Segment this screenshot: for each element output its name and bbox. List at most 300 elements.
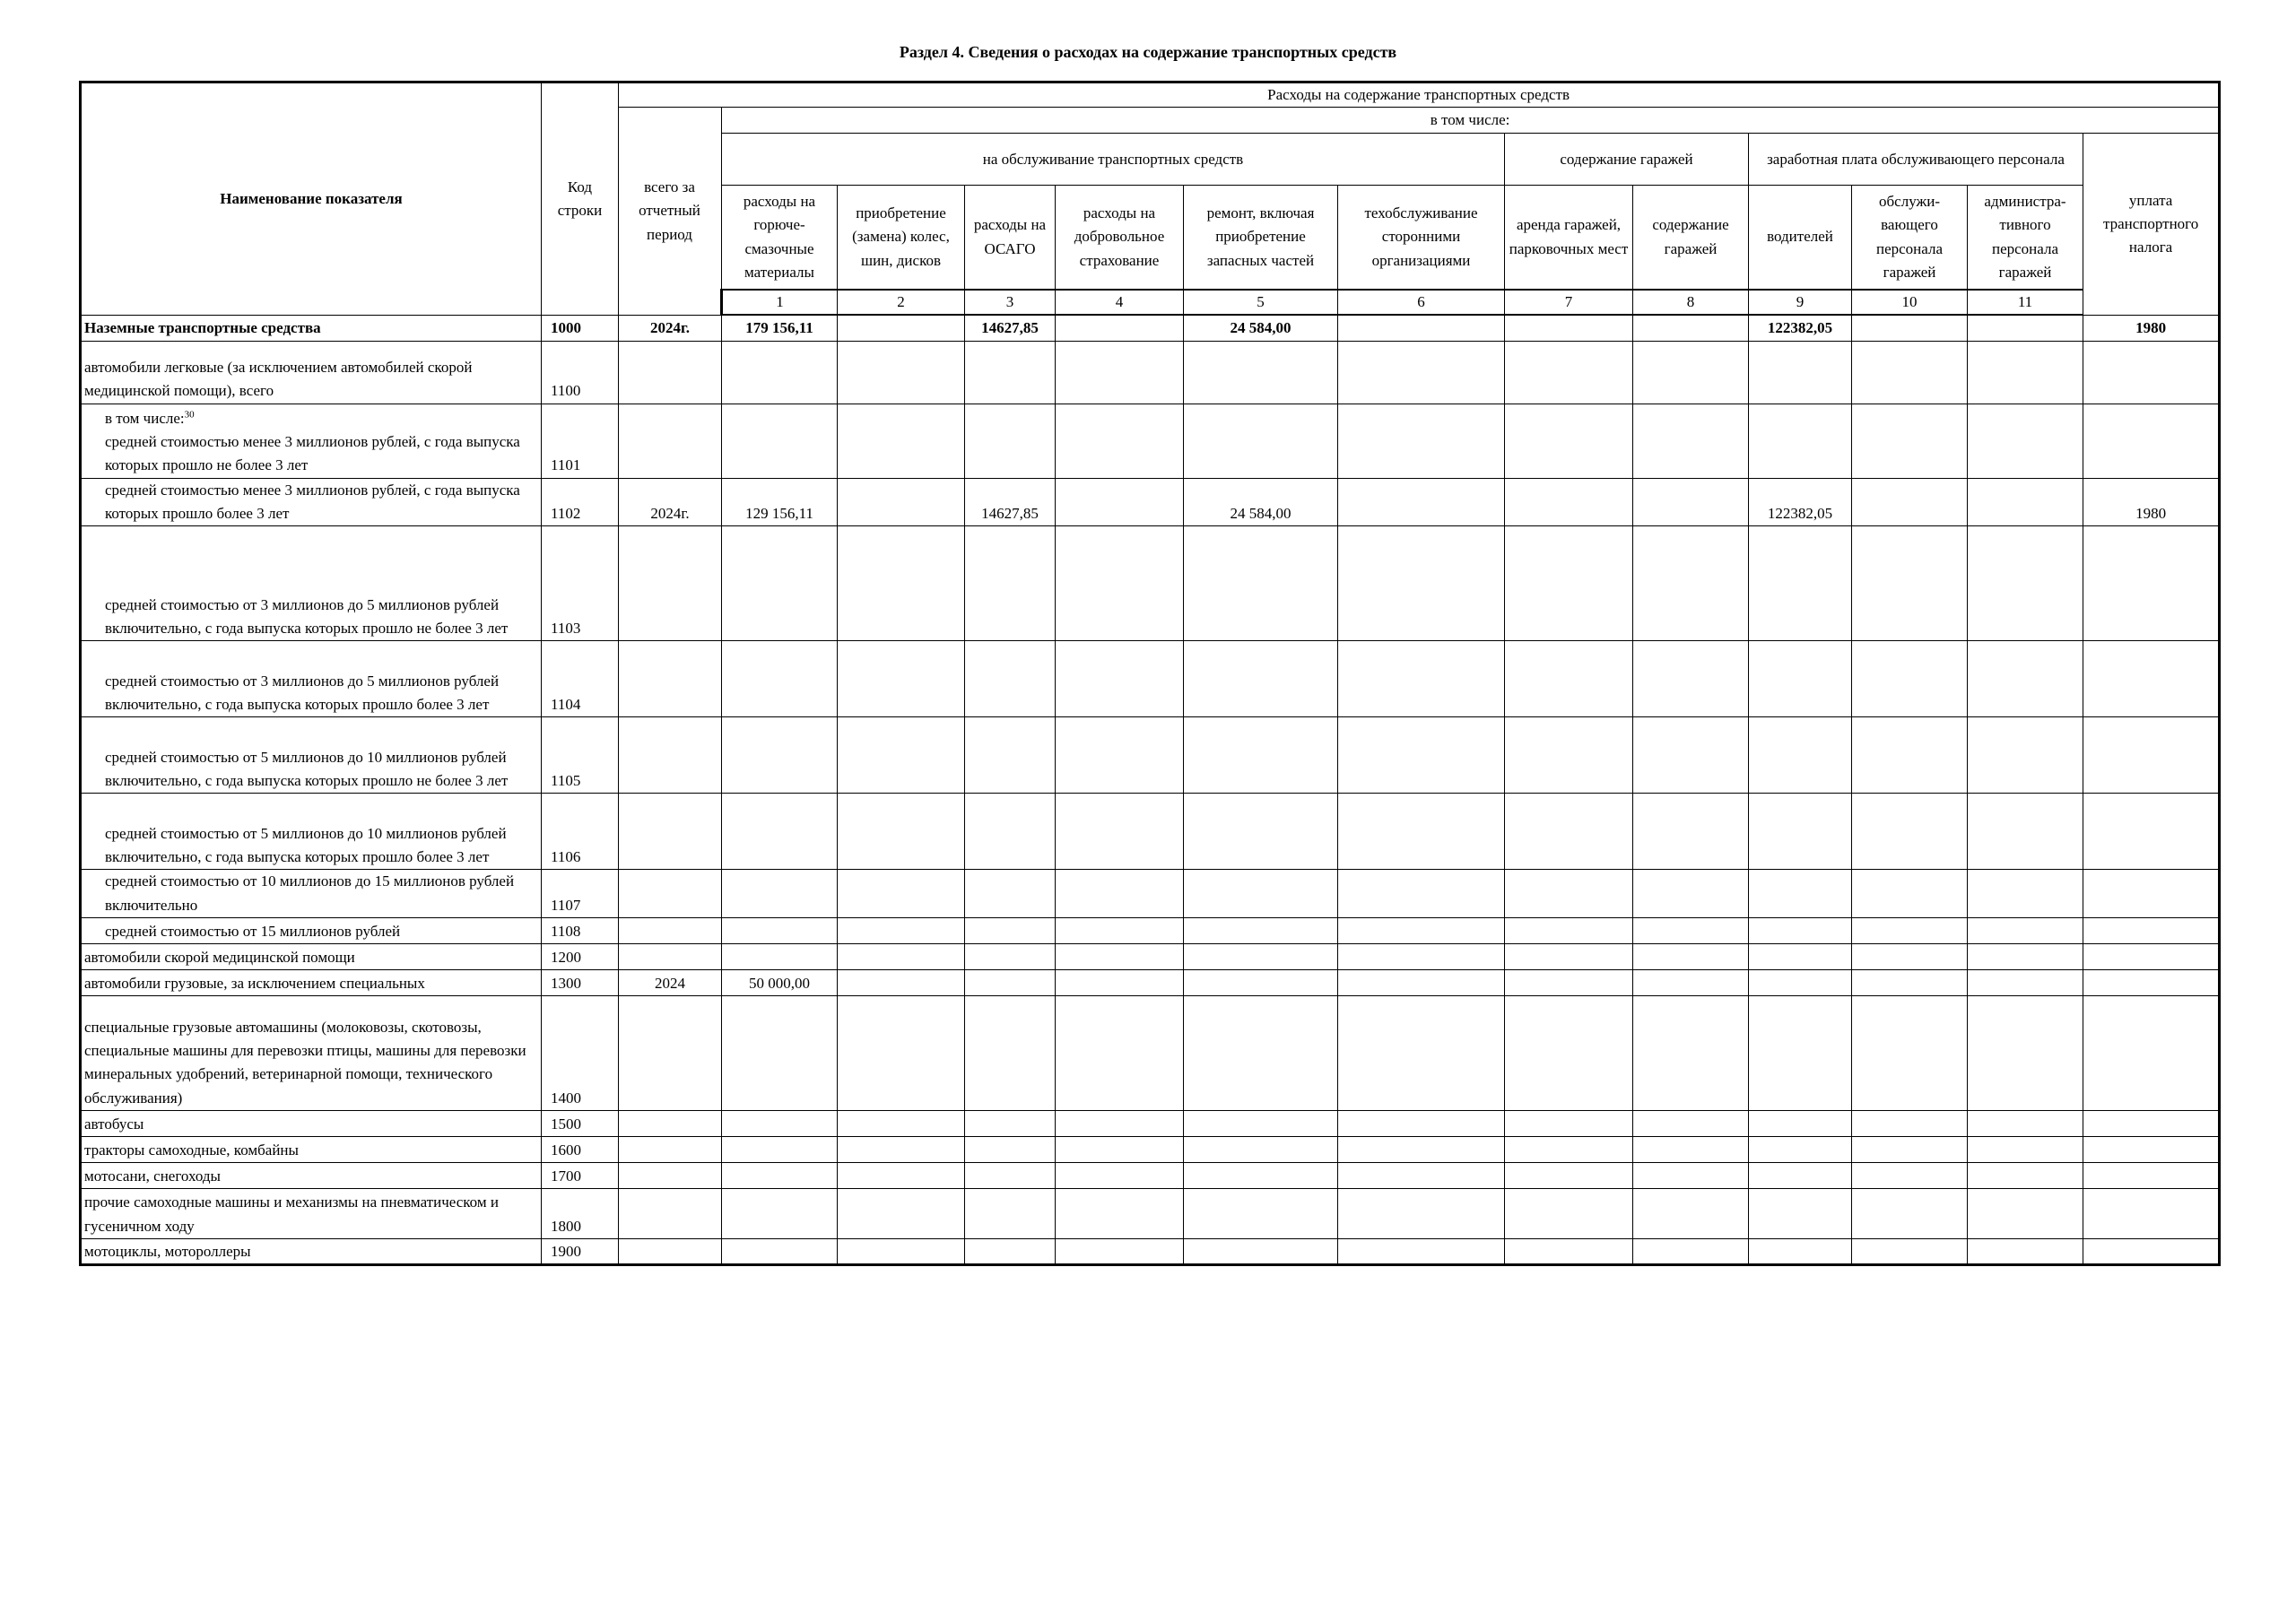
header-col11: содержание гаражей (1633, 186, 1749, 290)
cell-col4 (722, 717, 838, 794)
cell-col12 (1749, 794, 1852, 870)
row-code: 1101 (542, 404, 619, 478)
column-number: 1 (722, 290, 838, 315)
cell-col10 (1505, 1189, 1633, 1239)
cell-col4 (722, 526, 838, 641)
cell-col14 (1968, 404, 2083, 478)
cell-col5 (838, 478, 965, 526)
cell-col13 (1852, 1137, 1968, 1163)
cell-col8 (1184, 717, 1338, 794)
cell-col11 (1633, 970, 1749, 996)
cell-col8 (1184, 944, 1338, 970)
table-row (81, 1189, 2220, 1239)
row-code: 1900 (542, 1239, 619, 1265)
cell-col7 (1056, 1111, 1184, 1137)
cell-col3 (619, 1189, 722, 1239)
table-row (81, 944, 2220, 970)
header-name: Наименование показателя (81, 82, 542, 316)
cell-col13 (1852, 478, 1968, 526)
cell-col13 (1852, 717, 1968, 794)
cell-col7 (1056, 944, 1184, 970)
cell-col8 (1184, 870, 1338, 918)
cell-col3 (619, 1163, 722, 1189)
row-name-text: автомобили скорой медицинской помощи (84, 948, 355, 966)
table-row (81, 1163, 2220, 1189)
cell-col10 (1505, 944, 1633, 970)
row-name-text: средней стоимостью менее 3 миллионов рублей, с года выпуска которых прошло не более 3 лет (105, 433, 520, 474)
cell-col7 (1056, 315, 1184, 341)
cell-col8 (1184, 641, 1338, 717)
header-col6: расходы на ОСАГО (965, 186, 1056, 290)
cell-col5 (838, 1189, 965, 1239)
row-name-text: специальные грузовые автомашины (молоковозы, скотовозы, специальные машины для перевозки птицы, машины для перевозки минеральных удобрений, ветеринарной помощи, технического обслуживания) (84, 1018, 526, 1107)
row-name-text: тракторы самоходные, комбайны (84, 1141, 299, 1159)
header-col12: водителей (1749, 186, 1852, 290)
cell-col13 (1852, 1111, 1968, 1137)
row-code: 1105 (542, 717, 619, 794)
cell-col6 (965, 1239, 1056, 1265)
cell-col13 (1852, 996, 1968, 1111)
cell-col5 (838, 1239, 965, 1265)
row-code: 1104 (542, 641, 619, 717)
cell-col14 (1968, 918, 2083, 944)
cell-col4 (722, 870, 838, 918)
cell-col6: 14627,85 (965, 478, 1056, 526)
cell-col10 (1505, 1111, 1633, 1137)
column-number: 7 (1505, 290, 1633, 315)
cell-col3: 2024г. (619, 315, 722, 341)
cell-col12: 122382,05 (1749, 315, 1852, 341)
cell-col8 (1184, 1239, 1338, 1265)
cell-col7 (1056, 641, 1184, 717)
cell-col9 (1338, 870, 1505, 918)
cell-col4 (722, 944, 838, 970)
row-name-text: средней стоимостью от 10 миллионов до 15 миллионов рублей включительно (105, 872, 515, 914)
cell-col7 (1056, 996, 1184, 1111)
table-row (81, 478, 2220, 526)
cell-col5 (838, 944, 965, 970)
table-row (81, 918, 2220, 944)
cell-col9 (1338, 1239, 1505, 1265)
table-row (81, 870, 2220, 918)
header-expenses-group: Расходы на содержание транспортных средств (619, 82, 2220, 108)
cell-col4 (722, 404, 838, 478)
cell-col3 (619, 717, 722, 794)
row-name-text: мотосани, снегоходы (84, 1167, 221, 1185)
cell-col10 (1505, 970, 1633, 996)
header-col8: ремонт, включая приобретение запасных частей (1184, 186, 1338, 290)
cell-col12 (1749, 918, 1852, 944)
cell-col7 (1056, 870, 1184, 918)
cell-col9 (1338, 1137, 1505, 1163)
row-code: 1800 (542, 1189, 619, 1239)
cell-col7 (1056, 970, 1184, 996)
cell-col6 (965, 870, 1056, 918)
cell-col3 (619, 526, 722, 641)
cell-col6: 14627,85 (965, 315, 1056, 341)
cell-col9 (1338, 1163, 1505, 1189)
header-col14: администра-тивного персонала гаражей (1968, 186, 2083, 290)
cell-col13 (1852, 1239, 1968, 1265)
cell-col3: 2024г. (619, 478, 722, 526)
row-code: 1300 (542, 970, 619, 996)
cell-col7 (1056, 526, 1184, 641)
cell-col3 (619, 404, 722, 478)
cell-col15 (2083, 870, 2220, 918)
cell-col14 (1968, 315, 2083, 341)
table-row (81, 717, 2220, 794)
cell-col3 (619, 944, 722, 970)
cell-col15 (2083, 918, 2220, 944)
row-name (81, 1111, 542, 1137)
cell-col12 (1749, 1137, 1852, 1163)
row-name (81, 1239, 542, 1265)
cell-col12 (1749, 1111, 1852, 1137)
cell-col6 (965, 1137, 1056, 1163)
cell-col12 (1749, 944, 1852, 970)
cell-col4 (722, 1137, 838, 1163)
cell-col8: 24 584,00 (1184, 478, 1338, 526)
header-garage-group: содержание гаражей (1505, 134, 1749, 186)
cell-col4 (722, 1111, 838, 1137)
cell-col9 (1338, 717, 1505, 794)
cell-col6 (965, 717, 1056, 794)
cell-col15 (2083, 341, 2220, 404)
cell-col5 (838, 794, 965, 870)
cell-col12 (1749, 1163, 1852, 1189)
table-row (81, 526, 2220, 641)
table-row (81, 970, 2220, 996)
cell-col4 (722, 996, 838, 1111)
cell-col9 (1338, 996, 1505, 1111)
cell-col10 (1505, 794, 1633, 870)
cell-col5 (838, 717, 965, 794)
cell-col10 (1505, 870, 1633, 918)
cell-col4: 50 000,00 (722, 970, 838, 996)
cell-col12: 122382,05 (1749, 478, 1852, 526)
cell-col15 (2083, 1111, 2220, 1137)
cell-col5 (838, 1111, 965, 1137)
cell-col3 (619, 1137, 722, 1163)
cell-col9 (1338, 970, 1505, 996)
column-number: 8 (1633, 290, 1749, 315)
cell-col5 (838, 870, 965, 918)
row-name (81, 478, 542, 526)
cell-col5 (838, 404, 965, 478)
cell-col5 (838, 918, 965, 944)
row-code: 1100 (542, 341, 619, 404)
cell-col11 (1633, 1189, 1749, 1239)
cell-col15 (2083, 1137, 2220, 1163)
cell-col7 (1056, 1137, 1184, 1163)
cell-col11 (1633, 478, 1749, 526)
row-code: 1103 (542, 526, 619, 641)
table-row (81, 341, 2220, 404)
cell-col4 (722, 341, 838, 404)
cell-col9 (1338, 918, 1505, 944)
cell-col13 (1852, 341, 1968, 404)
row-name-text: средней стоимостью от 3 миллионов до 5 миллионов рублей включительно, с года выпуска которых прошло более 3 лет (105, 672, 500, 714)
cell-col8 (1184, 341, 1338, 404)
row-name (81, 918, 542, 944)
cell-col14 (1968, 1163, 2083, 1189)
row-name (81, 315, 542, 341)
cell-col10 (1505, 526, 1633, 641)
table-row (81, 315, 2220, 341)
cell-col13 (1852, 944, 1968, 970)
table-row (81, 1111, 2220, 1137)
cell-col11 (1633, 1163, 1749, 1189)
row-name (81, 1137, 542, 1163)
cell-col3 (619, 794, 722, 870)
cell-col5 (838, 996, 965, 1111)
cell-col14 (1968, 996, 2083, 1111)
cell-col14 (1968, 944, 2083, 970)
cell-col12 (1749, 641, 1852, 717)
row-name (81, 870, 542, 918)
cell-col9 (1338, 1189, 1505, 1239)
table-row (81, 1239, 2220, 1265)
cell-col3: 2024 (619, 970, 722, 996)
cell-col10 (1505, 918, 1633, 944)
cell-col12 (1749, 870, 1852, 918)
table-header (81, 82, 2220, 316)
cell-col13 (1852, 870, 1968, 918)
column-number: 5 (1184, 290, 1338, 315)
row-code: 1200 (542, 944, 619, 970)
cell-col9 (1338, 526, 1505, 641)
cell-col3 (619, 918, 722, 944)
cell-col12 (1749, 970, 1852, 996)
cell-col7 (1056, 1239, 1184, 1265)
cell-col9 (1338, 794, 1505, 870)
row-name-text: средней стоимостью от 5 миллионов до 10 миллионов рублей включительно, с года выпуска которых прошло не более 3 лет (105, 748, 509, 790)
cell-col8 (1184, 1137, 1338, 1163)
cell-col15 (2083, 944, 2220, 970)
cell-col5 (838, 526, 965, 641)
cell-col8 (1184, 918, 1338, 944)
cell-col13 (1852, 641, 1968, 717)
cell-col8 (1184, 996, 1338, 1111)
cell-col5 (838, 641, 965, 717)
cell-col6 (965, 641, 1056, 717)
cell-col15 (2083, 1189, 2220, 1239)
cell-col6 (965, 970, 1056, 996)
cell-col14 (1968, 1111, 2083, 1137)
header-col5: приобретение (замена) колес, шин, дисков (838, 186, 965, 290)
row-name (81, 794, 542, 870)
cell-col8 (1184, 1163, 1338, 1189)
cell-col11 (1633, 717, 1749, 794)
cell-col15 (2083, 1239, 2220, 1265)
cell-col11 (1633, 341, 1749, 404)
cell-col4: 179 156,11 (722, 315, 838, 341)
cell-col14 (1968, 641, 2083, 717)
cell-col3 (619, 996, 722, 1111)
cell-col4 (722, 794, 838, 870)
cell-col8: 24 584,00 (1184, 315, 1338, 341)
cell-col11 (1633, 1137, 1749, 1163)
cell-col3 (619, 341, 722, 404)
row-code: 1106 (542, 794, 619, 870)
cell-col6 (965, 341, 1056, 404)
cell-col10 (1505, 717, 1633, 794)
row-code: 1102 (542, 478, 619, 526)
cell-col14 (1968, 870, 2083, 918)
cell-col15 (2083, 794, 2220, 870)
cell-col14 (1968, 478, 2083, 526)
cell-col7 (1056, 918, 1184, 944)
cell-col9 (1338, 404, 1505, 478)
header-col7: расходы на добровольное страхование (1056, 186, 1184, 290)
cell-col6 (965, 1189, 1056, 1239)
column-number: 10 (1852, 290, 1968, 315)
cell-col6 (965, 996, 1056, 1111)
row-name (81, 404, 542, 478)
cell-col15: 1980 (2083, 315, 2220, 341)
cell-col10 (1505, 1137, 1633, 1163)
cell-col10 (1505, 641, 1633, 717)
cell-col11 (1633, 641, 1749, 717)
table-row (81, 996, 2220, 1111)
row-name-text: мотоциклы, мотороллеры (84, 1242, 251, 1260)
row-name (81, 526, 542, 641)
row-code: 1700 (542, 1163, 619, 1189)
header-tax: уплата транспортного налога (2083, 134, 2220, 315)
cell-col11 (1633, 404, 1749, 478)
table-row (81, 404, 2220, 478)
cell-col10 (1505, 404, 1633, 478)
row-name (81, 996, 542, 1111)
cell-col9 (1338, 1111, 1505, 1137)
cell-col6 (965, 1163, 1056, 1189)
cell-col14 (1968, 1137, 2083, 1163)
cell-col3 (619, 1111, 722, 1137)
row-name-text: средней стоимостью от 5 миллионов до 10 миллионов рублей включительно, с года выпуска которых прошло более 3 лет (105, 824, 507, 866)
cell-col13 (1852, 794, 1968, 870)
row-name-text: средней стоимостью от 3 миллионов до 5 миллионов рублей включительно, с года выпуска которых прошло не более 3 лет (105, 595, 509, 638)
row-name-text: Наземные транспортные средства (84, 319, 321, 337)
cell-col15 (2083, 641, 2220, 717)
cell-col6 (965, 404, 1056, 478)
cell-col11 (1633, 794, 1749, 870)
cell-col12 (1749, 1239, 1852, 1265)
cell-col9 (1338, 315, 1505, 341)
row-code: 1600 (542, 1137, 619, 1163)
header-col4: расходы на горюче-смазочные материалы (722, 186, 838, 290)
cell-col8 (1184, 1111, 1338, 1137)
row-name (81, 970, 542, 996)
row-code: 1500 (542, 1111, 619, 1137)
cell-col5 (838, 315, 965, 341)
cell-col12 (1749, 996, 1852, 1111)
column-number: 4 (1056, 290, 1184, 315)
cell-col15 (2083, 717, 2220, 794)
header-code: Код строки (542, 82, 619, 316)
cell-col13 (1852, 970, 1968, 996)
cell-col4 (722, 918, 838, 944)
row-name-text: средней стоимостью от 15 миллионов рублей (105, 922, 401, 940)
table-row (81, 794, 2220, 870)
cell-col11 (1633, 315, 1749, 341)
row-name (81, 717, 542, 794)
cell-col14 (1968, 526, 2083, 641)
cell-col11 (1633, 870, 1749, 918)
cell-col4 (722, 641, 838, 717)
header-col13: обслужи-вающего персонала гаражей (1852, 186, 1968, 290)
row-code: 1000 (542, 315, 619, 341)
cell-col8 (1184, 970, 1338, 996)
cell-col5 (838, 341, 965, 404)
cell-col13 (1852, 1163, 1968, 1189)
cell-col9 (1338, 478, 1505, 526)
cell-col7 (1056, 1189, 1184, 1239)
cell-col14 (1968, 1239, 2083, 1265)
cell-col8 (1184, 404, 1338, 478)
table-row (81, 1137, 2220, 1163)
cell-col13 (1852, 404, 1968, 478)
cell-col8 (1184, 1189, 1338, 1239)
column-number: 6 (1338, 290, 1505, 315)
cell-col6 (965, 1111, 1056, 1137)
row-name-text: автомобили грузовые, за исключением специальных (84, 974, 425, 992)
row-code: 1400 (542, 996, 619, 1111)
cell-col15 (2083, 404, 2220, 478)
cell-col6 (965, 526, 1056, 641)
cell-col11 (1633, 1239, 1749, 1265)
row-prefix: в том числе: (105, 409, 185, 427)
cell-col8 (1184, 794, 1338, 870)
header-col10: аренда гаражей, парковочных мест (1505, 186, 1633, 290)
cell-col15 (2083, 996, 2220, 1111)
cell-col3 (619, 1239, 722, 1265)
cell-col14 (1968, 794, 2083, 870)
header-including: в том числе: (722, 108, 2220, 134)
row-name-text: средней стоимостью менее 3 миллионов рублей, с года выпуска которых прошло более 3 лет (105, 481, 520, 523)
cell-col3 (619, 870, 722, 918)
cell-col15: 1980 (2083, 478, 2220, 526)
cell-col5 (838, 1163, 965, 1189)
cell-col14 (1968, 341, 2083, 404)
row-name-text: автобусы (84, 1115, 144, 1133)
header-col9: техобслуживание сторонними организациями (1338, 186, 1505, 290)
cell-col15 (2083, 1163, 2220, 1189)
cell-col7 (1056, 717, 1184, 794)
cell-col7 (1056, 404, 1184, 478)
cell-col7 (1056, 1163, 1184, 1189)
cell-col13 (1852, 918, 1968, 944)
cell-col15 (2083, 526, 2220, 641)
cell-col11 (1633, 526, 1749, 641)
cell-col5 (838, 1137, 965, 1163)
cell-col11 (1633, 996, 1749, 1111)
cell-col11 (1633, 944, 1749, 970)
row-name (81, 641, 542, 717)
cell-col12 (1749, 404, 1852, 478)
cell-col13 (1852, 315, 1968, 341)
row-name (81, 1163, 542, 1189)
column-number: 2 (838, 290, 965, 315)
cell-col11 (1633, 918, 1749, 944)
row-code: 1108 (542, 918, 619, 944)
cell-col6 (965, 944, 1056, 970)
cell-col4 (722, 1189, 838, 1239)
cell-col4 (722, 1163, 838, 1189)
table-row (81, 641, 2220, 717)
row-name (81, 1189, 542, 1239)
header-service-group: на обслуживание транспортных средств (722, 134, 1505, 186)
cell-col6 (965, 918, 1056, 944)
